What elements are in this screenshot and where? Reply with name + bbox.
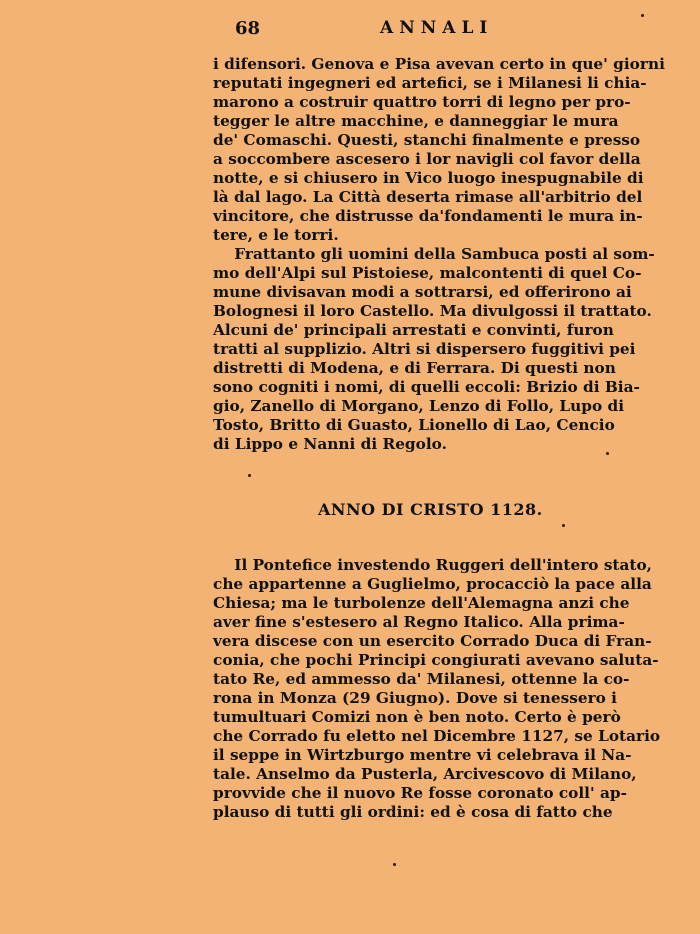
ink-speck <box>562 524 565 527</box>
text-line: tato Re, ed ammesso da' Milanesi, ottenne la co- <box>213 670 630 688</box>
text-line: Chiesa; ma le turbolenze dell'Alemagna anzi che <box>213 594 630 612</box>
paragraph-2 <box>213 245 655 454</box>
text-line: de' Comaschi. Questi, stanchi finalmente e presso <box>213 131 641 149</box>
page-number: 68 <box>235 18 261 39</box>
text-line: tale. Anselmo da Pusterla, Arcivescovo di Milano, <box>213 765 637 783</box>
text-line: vera discese con un esercito Corrado Duca di Fran- <box>213 632 652 650</box>
text-line: tratti al supplizio. Altri si dispersero fuggitivi pei <box>213 340 636 358</box>
text-line: plauso di tutti gli ordini: ed è cosa di fatto che <box>213 803 613 821</box>
ink-speck <box>248 474 251 477</box>
text-line: tumultuari Comizi non è ben noto. Certo è però <box>213 708 621 726</box>
text-line: mune divisavan modi a sottrarsi, ed offerirono ai <box>213 283 632 301</box>
text-line: sono cogniti i nomi, di quelli eccoli: Brizio di Bia- <box>213 378 640 396</box>
paragraph-1 <box>213 55 665 245</box>
ink-speck <box>393 863 396 866</box>
text-line: a soccombere ascesero i lor navigli col favor della <box>213 150 641 168</box>
section-heading: ANNO DI CRISTO 1128. <box>318 500 543 519</box>
text-line: tegger le altre macchine, e danneggiar le mura <box>213 112 619 130</box>
text-line: marono a costruir quattro torri di legno per pro- <box>213 93 631 111</box>
text-line: conia, che pochi Principi congiurati avevano saluta- <box>213 651 659 669</box>
text-line: gio, Zanello di Morgano, Lenzo di Follo, Lupo di <box>213 397 625 415</box>
text-line: tere, e le torri. <box>213 226 339 244</box>
text-line: rona in Monza (29 Giugno). Dove si tenessero i <box>213 689 617 707</box>
text-line: Tosto, Britto di Guasto, Lionello di Lao, Cencio <box>213 416 615 434</box>
text-line: Il Pontefice investendo Ruggeri dell'intero stato, <box>213 556 653 574</box>
text-line: Frattanto gli uomini della Sambuca posti al som- <box>213 245 655 263</box>
text-line: di Lippo e Nanni di Regolo. <box>213 435 447 453</box>
text-line: aver fine s'estesero al Regno Italico. Alla prima- <box>213 613 625 631</box>
text-line: vincitore, che distrusse da'fondamenti le mura in- <box>213 207 643 225</box>
text-line: provvide che il nuovo Re fosse coronato coll' ap- <box>213 784 627 802</box>
page-header <box>213 18 643 46</box>
text-line: i difensori. Genova e Pisa avevan certo in que' giorni <box>213 55 665 73</box>
text-line: Alcuni de' principali arrestati e convinti, furon <box>213 321 614 339</box>
text-line: il seppe in Wirtzburgo mentre vi celebrava il Na- <box>213 746 632 764</box>
ink-speck <box>641 14 644 17</box>
paragraph-3 <box>213 556 661 822</box>
text-line: distretti di Modena, e di Ferrara. Di questi non <box>213 359 616 377</box>
text-line: là dal lago. La Città deserta rimase all'arbitrio del <box>213 188 643 206</box>
running-title: ANNALI <box>380 18 494 38</box>
text-line: Bolognesi il loro Castello. Ma divulgossi il trattato. <box>213 302 652 320</box>
text-line: mo dell'Alpi sul Pistoiese, malcontenti di quel Co- <box>213 264 642 282</box>
text-line: notte, e si chiusero in Vico luogo inespugnabile di <box>213 169 644 187</box>
ink-speck <box>606 452 609 455</box>
text-line: che appartenne a Guglielmo, procacciò la pace alla <box>213 575 652 593</box>
text-line: reputati ingegneri ed artefici, se i Milanesi li chia- <box>213 74 647 92</box>
text-line: che Corrado fu eletto nel Dicembre 1127, se Lotario <box>213 727 661 745</box>
